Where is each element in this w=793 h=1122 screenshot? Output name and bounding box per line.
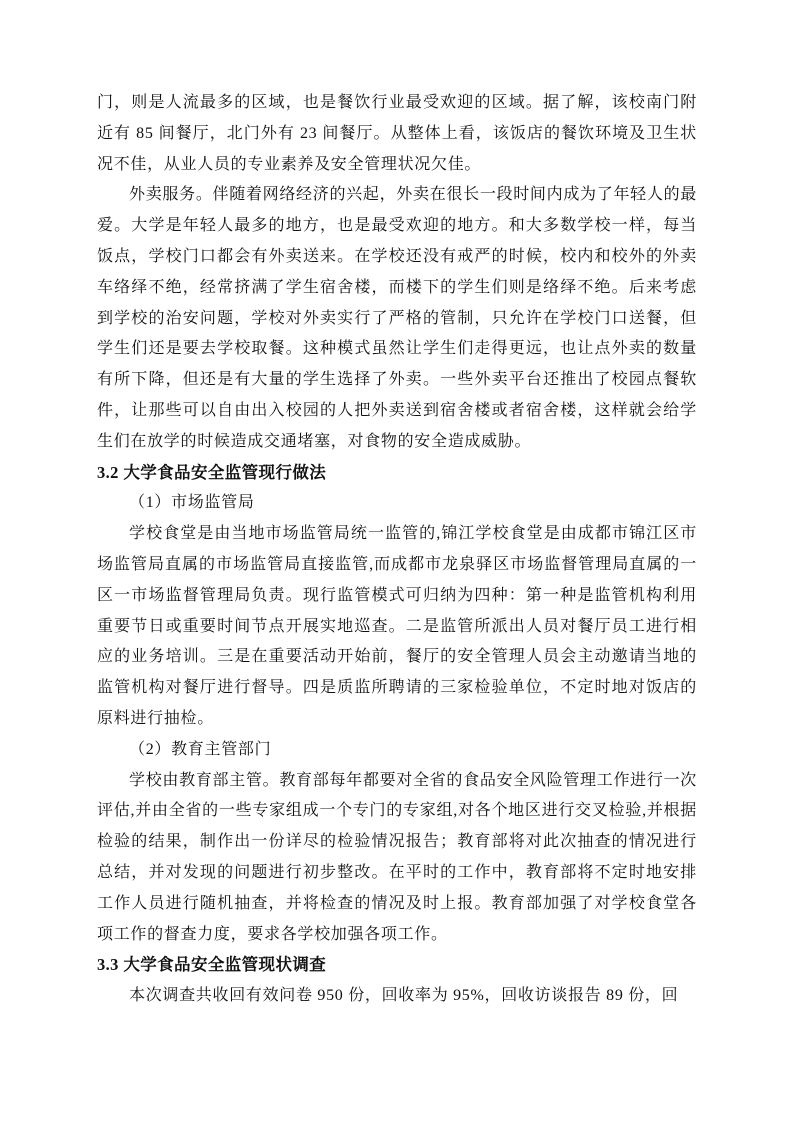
section-heading-3-2: 3.2 大学食品安全监管现行做法 bbox=[97, 462, 327, 482]
section-heading-3-3: 3.3 大学食品安全监管现状调查 bbox=[97, 955, 327, 975]
paragraph-restaurant-area-continuation: 门，则是人流最多的区域，也是餐饮行业最受欢迎的区域。据了解，该校南门附近有 85 间餐厅，北门外有 23 间餐厅。从整体上看，该饭店的餐饮环境及卫生状况不佳，从业人员的专业素养及安全管理状况欠佳。 bbox=[97, 94, 697, 173]
list-item-market-regulation-bureau: （1）市场监管局 bbox=[129, 494, 255, 512]
paragraph-survey-results: 本次调查共收回有效问卷 950 份，回收率为 95%，回收访谈报告 89 份，回 bbox=[129, 987, 679, 1005]
list-item-education-department: （2）教育主管部门 bbox=[129, 740, 272, 758]
paragraph-delivery-service: 外卖服务。伴随着网络经济的兴起，外卖在很长一段时间内成为了年轻人的最爱。大学是年轻人最多的地方，也是最受欢迎的地方。和大多数学校一样，每当饭点，学校门口都会有外卖送来。在学校还没有戒严的时候，校内和校外的外卖车络绎不绝，经常挤满了学生宿舍楼，而楼下的学生们则是络绎不绝。后来考虑到学校的治安问题，学校对外卖实行了严格的管制，只允许在学校门口送餐，但学生们还是要去学校取餐。这种模式虽然让学生们走得更远，也让点外卖的数量有所下降，但还是有大量的学生选择了外卖。一些外卖平台还推出了校园点餐软件，让那些可以自由出入校园的人把外卖送到宿舍楼或者宿舍楼，这样就会给学生们在放学的时候造成交通堵塞，对食物的安全造成威胁。 bbox=[97, 186, 697, 450]
paragraph-education-department: 学校由教育部主管。教育部每年都要对全省的食品安全风险管理工作进行一次评估,并由全省的一些专家组成一个专门的专家组,对各个地区进行交叉检验,并根据检验的结果，制作出一份详尽的检验情况报告；教育部将对此次抽查的情况进行总结，并对发现的问题进行初步整改。在平时的工作中，教育部将不定时地安排工作人员进行随机抽查，并将检查的情况及时上报。教育部加强了对学校食堂各项工作的督查力度，要求各学校加强各项工作。 bbox=[97, 771, 697, 943]
paragraph-market-regulation-bureau: 学校食堂是由当地市场监管局统一监管的,锦江学校食堂是由成都市锦江区市场监管局直属的市场监管局直接监管,而成都市龙泉驿区市场监督管理局直属的一区一市场监督管理局负责。现行监管模式可归纳为四种：第一种是监管机构利用重要节日或重要时间节点开展实地巡查。二是监管所派出人员对餐厅员工进行相应的业务培训。三是在重要活动开始前，餐厅的安全管理人员会主动邀请当地的监管机构对餐厅进行督导。四是质监所聘请的三家检验单位，不定时地对饭店的原料进行抽检。 bbox=[97, 525, 697, 727]
